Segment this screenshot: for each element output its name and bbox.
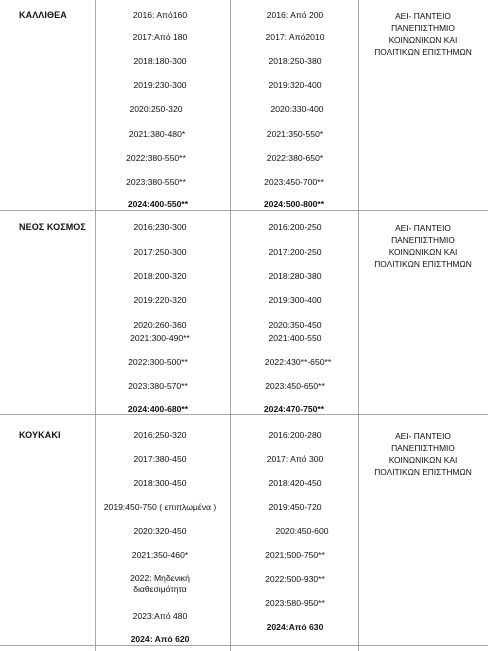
col1-entry: 2016: Από160 <box>132 10 188 20</box>
row-divider <box>0 210 488 211</box>
area-name: ΚΟΥΚΑΚΙ <box>19 430 61 440</box>
col2-entry: 2018:280-380 <box>268 271 322 281</box>
col2-entry: 2019:320-400 <box>268 80 322 90</box>
area-name: ΝΕΟΣ ΚΟΣΜΟΣ <box>19 222 86 232</box>
col1-entry: 2019:450-750 ( επιπλωμένα ) <box>103 502 217 512</box>
col1-entry: 2017:250-300 <box>133 247 187 257</box>
col1-entry: 2024:400-680** <box>127 404 189 414</box>
col1-entry: 2016:250-320 <box>133 430 187 440</box>
col1-entry: 2018:200-320 <box>133 271 187 281</box>
col1-entry: 2023:Από 480 <box>132 611 188 621</box>
col2-entry: 2021:350-550* <box>266 129 324 139</box>
col1-entry: 2023:380-570** <box>128 381 188 391</box>
col1-entry: 2024:400-550** <box>127 199 189 209</box>
col2-entry: 2017:200-250 <box>268 247 322 257</box>
col1-entry: 2021:350-460* <box>131 550 189 560</box>
col1-entry: 2018:300-450 <box>133 478 187 488</box>
col1-entry: 2020:250-320 <box>129 104 183 114</box>
university-label: ΑΕΙ- ΠΑΝΤΕΙΟ ΠΑΝΕΠΙΣΤΗΜΙΟ ΚΟΙΝΩΝΙΚΩΝ ΚΑΙ ΠΟΛΙΤΙΚΩΝ ΕΠΙΣΤΗΜΩΝ <box>374 431 472 477</box>
col2-entry: 2024:500-800** <box>263 199 325 209</box>
col1-entry: 2020:320-450 <box>133 526 187 536</box>
col1-entry: 2021:300-490** <box>130 333 190 343</box>
column-divider <box>95 0 96 651</box>
col1-entry: 2019:230-300 <box>133 80 187 90</box>
university-label: ΑΕΙ- ΠΑΝΤΕΙΟ ΠΑΝΕΠΙΣΤΗΜΙΟ ΚΟΙΝΩΝΙΚΩΝ ΚΑΙ ΠΟΛΙΤΙΚΩΝ ΕΠΙΣΤΗΜΩΝ <box>374 11 472 57</box>
col2-entry: 2023:450-700** <box>264 177 324 187</box>
col2-entry: 2019:300-400 <box>268 295 322 305</box>
col1-entry: 2018:180-300 <box>133 56 187 66</box>
col1-entry: 2024: Από 620 <box>130 634 190 644</box>
col2-entry: 2022:430**-650** <box>264 357 332 367</box>
col2-entry: 2019:450-720 <box>268 502 322 512</box>
university-label: ΑΕΙ- ΠΑΝΤΕΙΟ ΠΑΝΕΠΙΣΤΗΜΙΟ ΚΟΙΝΩΝΙΚΩΝ ΚΑΙ ΠΟΛΙΤΙΚΩΝ ΕΠΙΣΤΗΜΩΝ <box>374 223 472 269</box>
col1-entry: 2017:380-450 <box>133 454 187 464</box>
col1-entry: 2016:230-300 <box>133 222 187 232</box>
col2-entry: 2017: Από 300 <box>266 454 324 464</box>
col1-entry: 2022:300-500** <box>128 357 188 367</box>
col2-entry: 2020:350-450 <box>268 320 322 330</box>
col1-entry: 2017:Από 180 <box>132 32 188 42</box>
col1-entry: 2020:260-360 <box>133 320 187 330</box>
col1-entry: 2023:380-550** <box>126 177 186 187</box>
col2-entry: 2023:580-950** <box>265 598 325 608</box>
col2-entry: 2016:200-250 <box>268 222 322 232</box>
column-divider <box>230 0 231 651</box>
col2-entry: 2021:500-750** <box>265 550 325 560</box>
col2-entry: 2024:Από 630 <box>266 622 324 632</box>
col2-entry: 2016:200-280 <box>268 430 322 440</box>
col2-entry: 2022:380-650* <box>266 153 324 163</box>
col2-entry: 2017: Από2010 <box>265 32 325 42</box>
col1-entry: 2021:380-480* <box>128 129 186 139</box>
col1-entry: 2022:380-550** <box>126 153 186 163</box>
col1-entry: 2019:220-320 <box>133 295 187 305</box>
row-divider <box>0 645 488 646</box>
row-divider <box>0 414 488 415</box>
col2-entry: 2023:450-650** <box>265 381 325 391</box>
col2-entry: 2018:420-450 <box>268 478 322 488</box>
col2-entry: 2022:500-930** <box>265 574 325 584</box>
col2-entry: 2021:400-550 <box>268 333 322 343</box>
col2-entry: 2020:330-400 <box>270 104 324 114</box>
col2-entry: 2020:450-600 <box>275 526 329 536</box>
area-name: ΚΑΛΛΙΘΕΑ <box>19 10 67 20</box>
column-divider <box>358 0 359 651</box>
col2-entry: 2018:250-380 <box>268 56 322 66</box>
col1-entry: 2022: Μηδενική διαθεσιμότητα <box>130 573 190 594</box>
col2-entry: 2016: Από 200 <box>266 10 324 20</box>
col2-entry: 2024:470-750** <box>263 404 325 414</box>
